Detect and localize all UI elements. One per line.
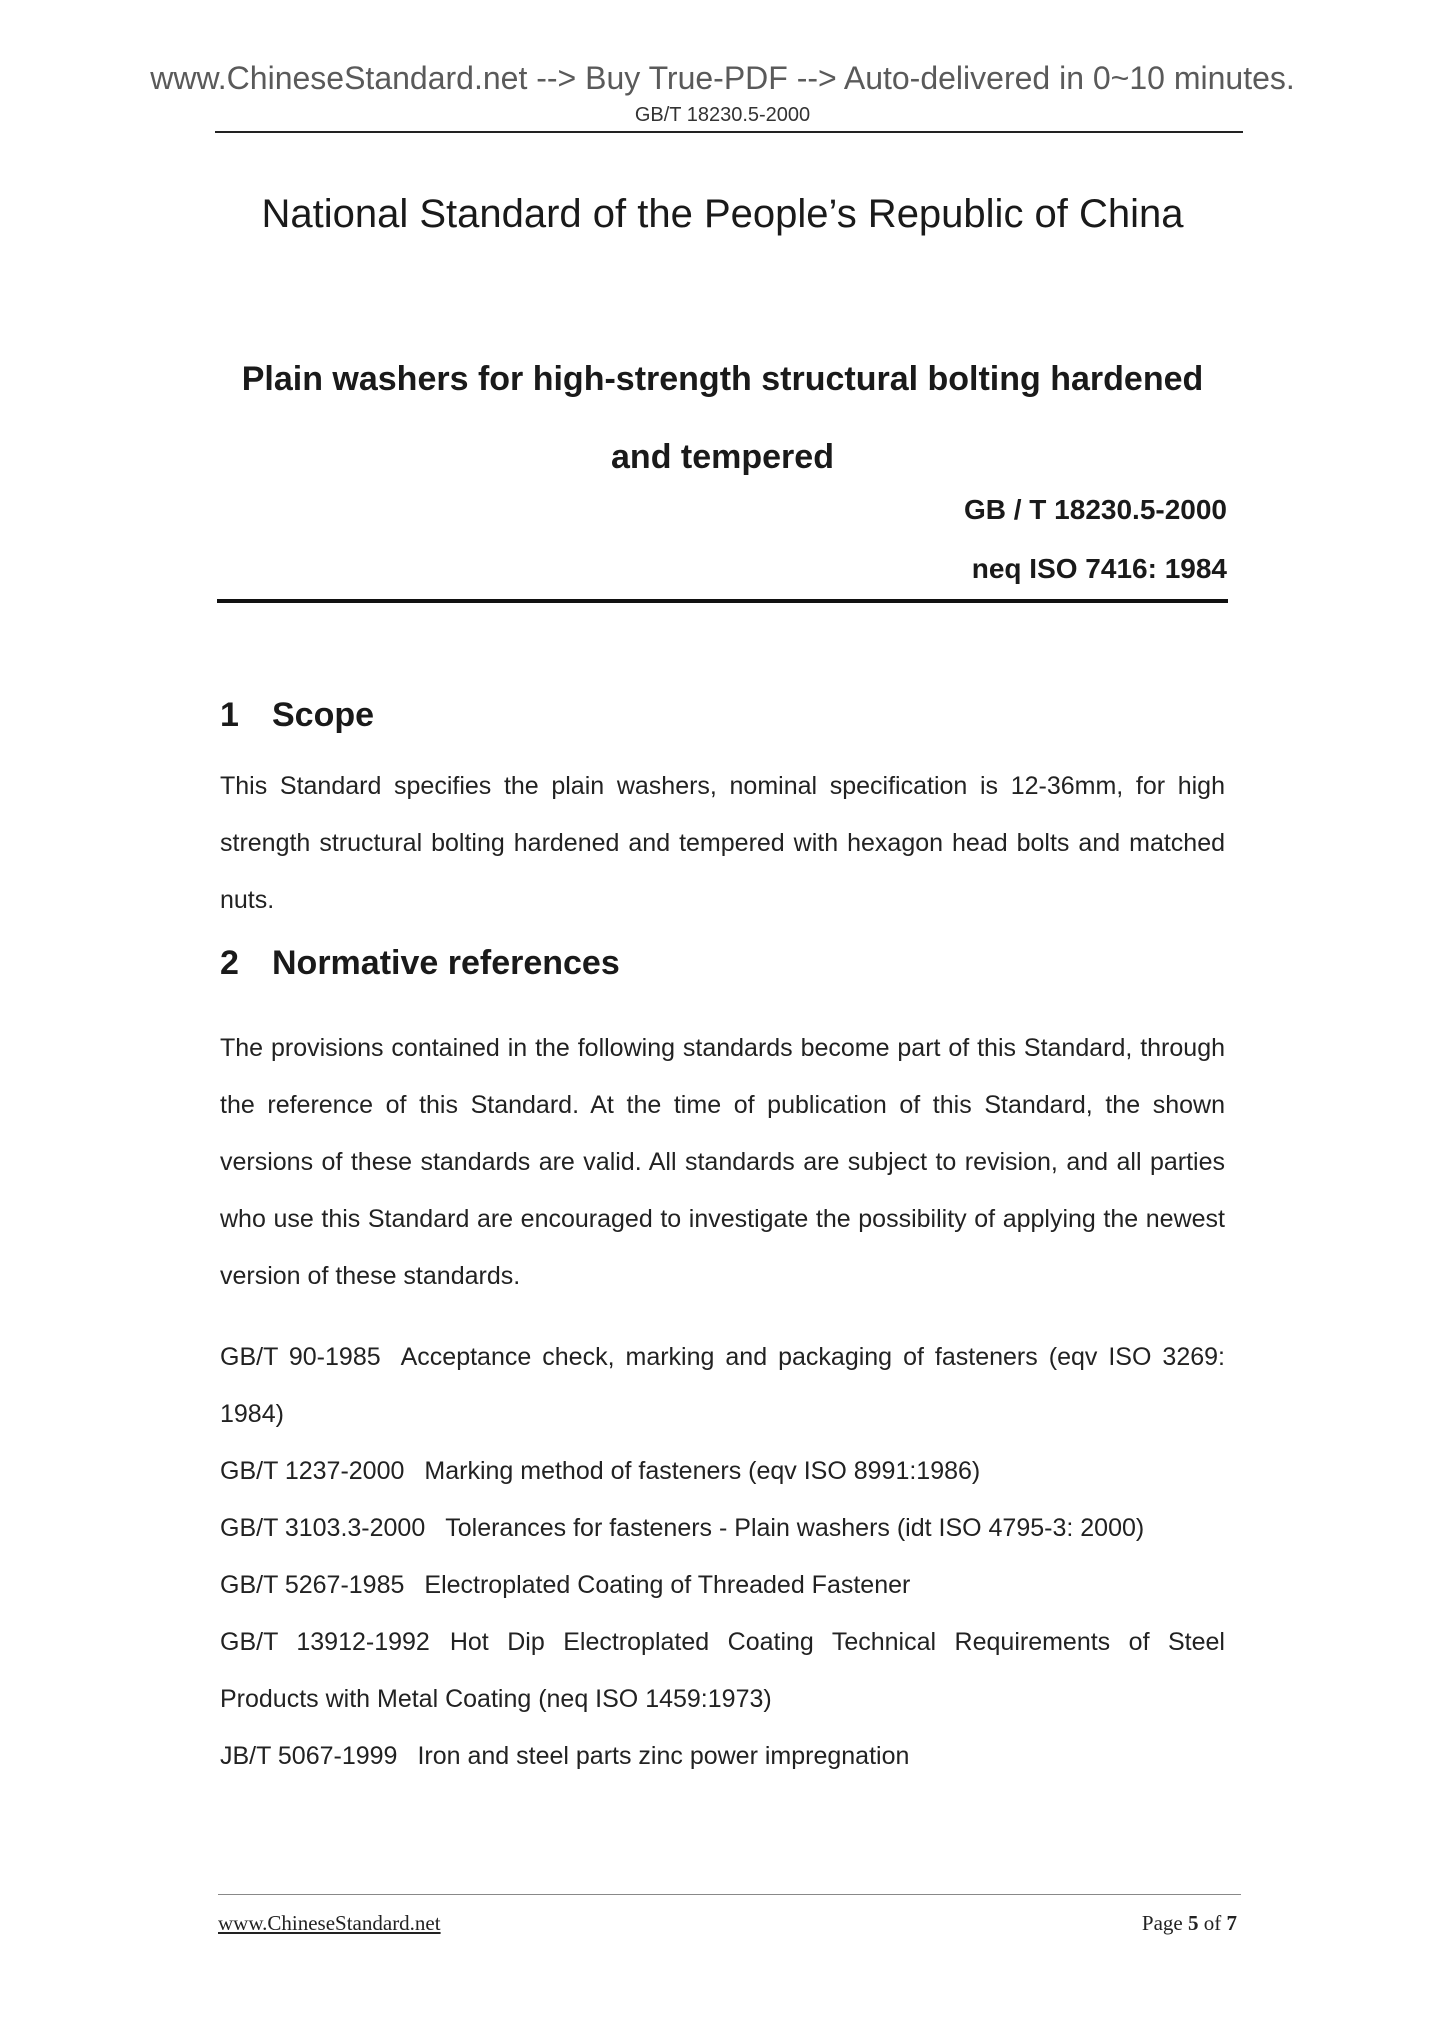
section-number: 1 — [220, 696, 239, 734]
footer-website-link[interactable]: www.ChineseStandard.net — [218, 1911, 441, 1935]
scope-paragraph: This Standard specifies the plain washers, nominal specification is 12-36mm, for high strength structural bolting hardened and tempered with hexagon head bolts and matched nuts. — [220, 772, 1225, 914]
reference-item — [220, 1557, 1225, 1614]
footer-page-number — [1142, 1910, 1237, 1936]
standard-title-line-1: Plain washers for high-strength structural bolting hardened — [241, 360, 1204, 398]
reference-item — [220, 1728, 1225, 1785]
reference-code: GB/T 5267-1985 — [220, 1571, 405, 1599]
reference-title: Acceptance check, marking and packaging of fasteners (eqv ISO 3269: 1984) — [220, 1343, 1225, 1428]
section-heading-normative-references — [220, 943, 620, 983]
page-of: of — [1203, 1911, 1222, 1935]
page-total: 7 — [1226, 1911, 1237, 1935]
reference-title: Marking method of fasteners (eqv ISO 8991:1986) — [424, 1457, 981, 1485]
reference-code: GB/T 3103.3-2000 — [220, 1514, 426, 1542]
standard-title-line-2: and tempered — [611, 438, 834, 476]
header-divider — [215, 131, 1243, 133]
standard-title — [0, 340, 1445, 496]
footer-divider — [218, 1894, 1241, 1895]
reference-code: JB/T 5067-1999 — [220, 1742, 398, 1770]
reference-title: Tolerances for fasteners - Plain washers (idt ISO 4795-3: 2000) — [445, 1514, 1145, 1542]
section-title: Normative references — [272, 944, 620, 982]
section-number: 2 — [220, 944, 239, 982]
header-doc-code: GB/T 18230.5-2000 — [634, 104, 811, 126]
national-standard-title: National Standard of the People’s Republic of China — [261, 192, 1184, 236]
reference-code: GB/T 90-1985 — [220, 1343, 381, 1371]
page-label: Page — [1141, 1911, 1183, 1935]
reference-title: Hot Dip Electroplated Coating Technical Requirements of Steel Products with Metal Coating (neq ISO 1459:1973) — [220, 1628, 1225, 1713]
reference-code: GB/T 13912-1992 — [220, 1628, 430, 1656]
reference-title: Electroplated Coating of Threaded Fastener — [424, 1571, 911, 1599]
section-heading-scope — [220, 695, 374, 735]
reference-item — [220, 1500, 1225, 1557]
standard-equivalence: neq ISO 7416: 1984 — [971, 553, 1227, 584]
reference-item — [220, 1443, 1225, 1500]
reference-title: Iron and steel parts zinc power impregnation — [417, 1742, 910, 1770]
reference-item — [220, 1614, 1225, 1728]
page-current: 5 — [1188, 1911, 1199, 1935]
header-banner[interactable]: www.ChineseStandard.net --> Buy True-PDF --> Auto-delivered in 0~10 minutes. — [150, 60, 1295, 96]
standard-number: GB / T 18230.5-2000 — [963, 494, 1227, 525]
reference-item — [220, 1329, 1225, 1443]
title-divider — [217, 599, 1228, 603]
section-title: Scope — [272, 696, 375, 734]
reference-code: GB/T 1237-2000 — [220, 1457, 405, 1485]
normative-paragraph: The provisions contained in the following standards become part of this Standard, through the reference of this Standard. At the time of publication of this Standard, the shown versions of these standards are valid. All standards are subject to revision, and all parties who use this Standard are encouraged to investigate the possibility of applying the newest version of these standards. — [220, 1034, 1225, 1290]
